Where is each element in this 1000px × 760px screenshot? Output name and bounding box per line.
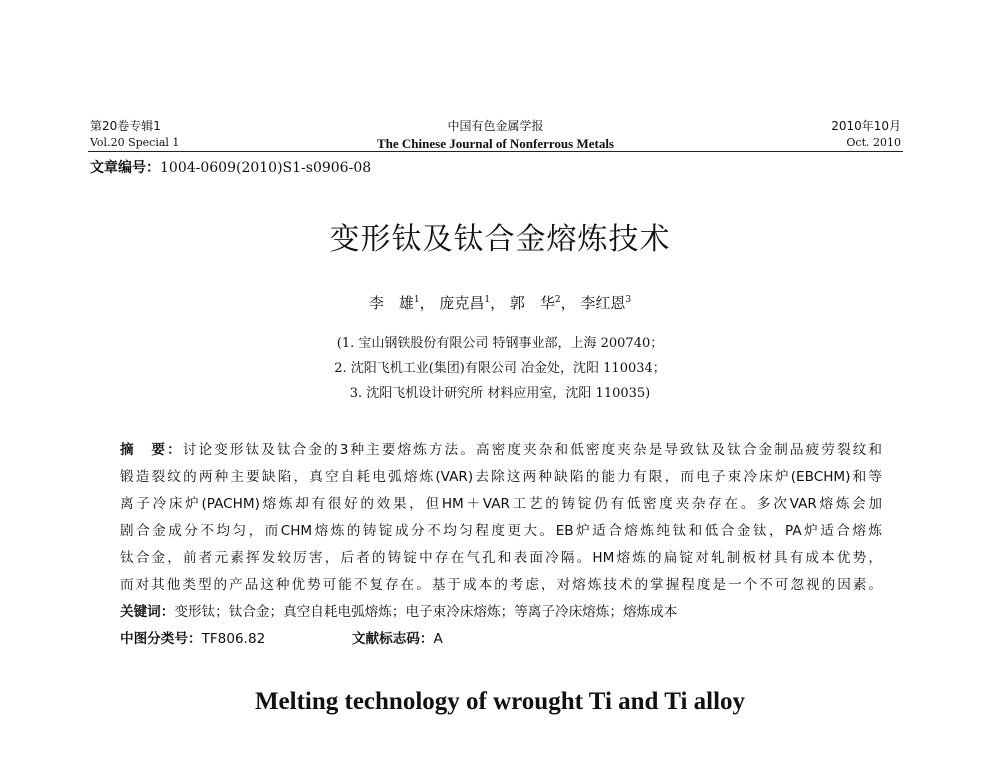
header-rule (88, 151, 903, 152)
keywords (120, 600, 677, 620)
author-name: 庞克昌 (439, 294, 485, 312)
author-affil-mark: 3 (625, 295, 632, 305)
abstract-label: 摘 要： (120, 442, 183, 458)
date-en: Oct. 2010 (846, 136, 901, 149)
article-number-value: 1004-0609(2010)S1-s0906-08 (160, 160, 372, 176)
affiliation-3: 3. 沈阳飞机设计研究所 材料应用室，沈阳 110035) (349, 386, 651, 401)
title-cn: 变形钛及钛合金熔炼技术 (329, 222, 671, 257)
abstract-line: 讨论变形钛及钛合金的3种主要熔炼方法。高密度夹杂和低密度夹杂是导致钛及钛合金制品疲劳裂纹和 (182, 442, 882, 458)
author-affil-mark: 2 (554, 295, 561, 305)
abstract-line: 而对其他类型的产品这种优势可能不复存在。基于成本的考虑，对熔炼技术的掌握程度是一个不可忽视的因素。 (120, 577, 882, 593)
doc-code-label: 文献标志码： (351, 631, 434, 647)
issue-cn: 第20卷专辑1 (90, 119, 161, 133)
article-number-label: 文章编号： (90, 160, 160, 176)
date-cn: 2010年10月 (831, 119, 901, 133)
article-number (90, 157, 371, 177)
abstract (120, 437, 882, 599)
keywords-label: 关键词： (120, 604, 175, 620)
author-affil-mark: 1 (484, 295, 491, 305)
affiliation-1: (1. 宝山钢铁股份有限公司 特钢事业部，上海 200740； (336, 336, 664, 351)
journal-name-cn: 中国有色金属学报 (447, 119, 544, 133)
author-affil-mark: 1 (413, 295, 420, 305)
abstract-line: 钛合金，前者元素挥发较厉害，后者的铸锭中存在气孔和表面冷隔。HM熔炼的扁锭对轧制板材具有成本优势， (120, 550, 882, 566)
author-name: 郭 华 (509, 294, 555, 312)
author-name: 李红恩 (580, 294, 626, 312)
affiliation-2: 2. 沈阳飞机工业(集团)有限公司 冶金处，沈阳 110034； (334, 361, 666, 376)
issue-en: Vol.20 Special 1 (90, 136, 180, 149)
keywords-value: 变形钛；钛合金；真空自耗电弧熔炼；电子束冷床熔炼；等离子冷床熔炼；熔炼成本 (174, 604, 678, 620)
doc-code-value: A (433, 631, 443, 647)
author-name: 李 雄 (368, 294, 414, 312)
journal-name-en: The Chinese Journal of Nonferrous Metals (376, 136, 615, 151)
abstract-line: 剧合金成分不均匀，而CHM熔炼的铸锭成分不均匀程度更大。EB炉适合熔炼纯钛和低合金钛，PA炉适合熔炼 (120, 523, 882, 539)
clc-value: TF806.82 (201, 631, 266, 647)
running-header (88, 117, 903, 155)
author-list: 李 雄$^1$， 庞克昌$^1$， 郭 华$^2$， 李红恩$^3$ (368, 294, 632, 312)
clc-label: 中图分类号： (120, 631, 202, 647)
classification (120, 627, 443, 647)
title-en: Melting technology of wrought Ti and Ti alloy (254, 688, 746, 715)
abstract-line: 离子冷床炉(PACHM)熔炼却有很好的效果，但HM＋VAR工艺的铸锭仍有低密度夹杂存在。多次VAR熔炼会加 (120, 496, 882, 512)
abstract-line: 锻造裂纹的两种主要缺陷，真空自耗电弧熔炼(VAR)去除这两种缺陷的能力有限，而电子束冷床炉(EBCHM)和等 (120, 469, 882, 485)
